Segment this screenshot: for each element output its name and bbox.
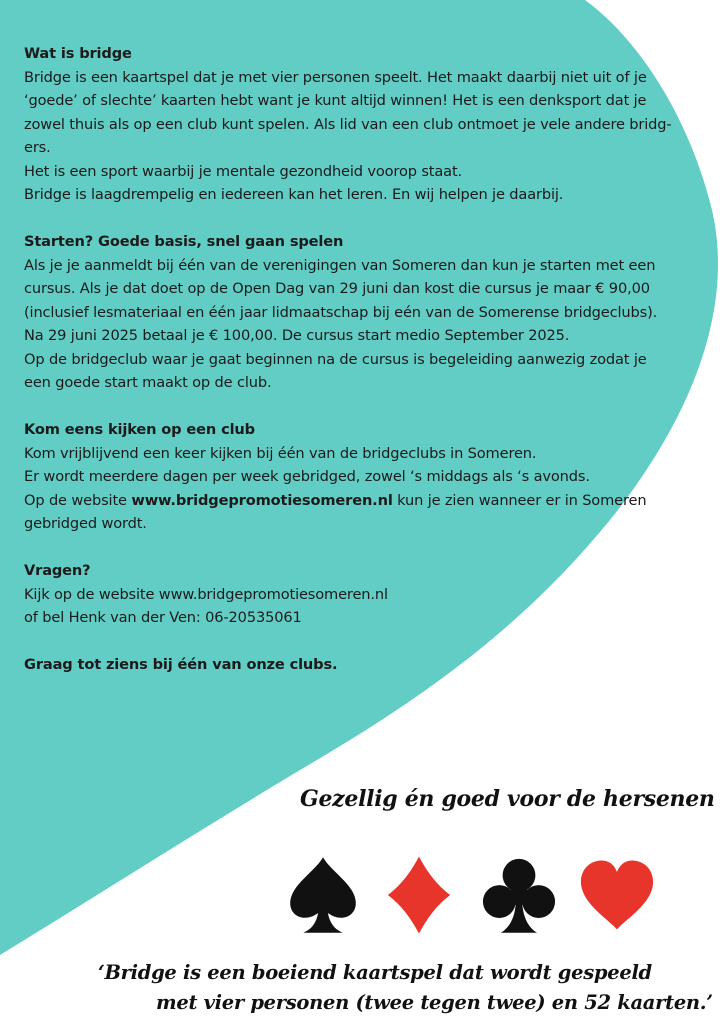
card-suits [282, 852, 662, 942]
text-line: Kom vrijblijvend een keer kijken bij één van de bridgeclubs in Someren. [24, 444, 537, 462]
text-line: ers. [24, 139, 51, 156]
text-line: Na 29 juni 2025 betaal je € 100,00. De cursus start medio September 2025. [24, 327, 570, 344]
spade-icon [282, 852, 364, 938]
text-line: ‘goede’ of slechte’ kaarten hebt want je kunt altijd winnen! Het is een denksport dat je [24, 92, 647, 109]
text-line: zowel thuis als op een club kunt spelen. Als lid van een club ontmoet je vele andere bridg- [24, 115, 672, 133]
section-starten [24, 230, 704, 395]
website-suffix: kun je zien wanneer er in Someren [392, 491, 647, 509]
main-text [24, 42, 704, 677]
text-line: Op de bridgeclub waar je gaat beginnen na de cursus is begeleiding aanwezig zodat je [24, 350, 647, 368]
website-prefix: Op de website [24, 491, 132, 509]
contact-phone: of bel Henk van der Ven: 06-20535061 [24, 609, 302, 626]
heading-wat-is-bridge: Wat is bridge [24, 45, 132, 62]
heart-icon [576, 852, 658, 938]
text-line: Bridge is een kaartspel dat je met vier personen speelt. Het maakt daarbij niet uit of je [24, 68, 647, 86]
text-line: een goede start maakt op de club. [24, 374, 272, 391]
closing-text: Graag tot ziens bij één van onze clubs. [24, 656, 338, 673]
text-line: Als je je aanmeldt bij één van de verenigingen van Someren dan kun je starten met een [24, 256, 656, 274]
quote-line-2: met vier personen (twee tegen twee) en 52 kaarten.’ [156, 991, 713, 1014]
heading-kom-kijken: Kom eens kijken op een club [24, 421, 255, 438]
text-line: gebridged wordt. [24, 515, 147, 532]
text-line: (inclusief lesmateriaal en één jaar lidmaatschap bij eén van de Somerense bridgeclubs). [24, 303, 658, 321]
club-icon [478, 852, 560, 938]
text-line: cursus. Als je dat doet op de Open Dag van 29 juni dan kost die cursus je maar € 90,00 [24, 280, 650, 297]
contact-website: Kijk op de website www.bridgepromotiesomeren.nl [24, 585, 388, 603]
section-kom-kijken [24, 418, 704, 536]
quote [90, 958, 728, 1018]
quote-line-1: ‘Bridge is een boeiend kaartspel dat wordt gespeeld [98, 961, 652, 984]
text-line: Bridge is laagdrempelig en iedereen kan het leren. En wij helpen je daarbij. [24, 186, 564, 203]
section-vragen [24, 559, 704, 630]
diamond-icon [378, 852, 460, 938]
heading-vragen: Vragen? [24, 562, 91, 579]
tagline: Gezellig én goed voor de hersenen [300, 786, 715, 812]
text-line: Er wordt meerdere dagen per week gebridged, zowel ‘s middags als ‘s avonds. [24, 468, 590, 485]
heading-starten: Starten? Goede basis, snel gaan spelen [24, 233, 344, 250]
section-wat-is-bridge [24, 42, 704, 207]
website-line [24, 489, 704, 513]
text-line: Het is een sport waarbij je mentale gezondheid voorop staat. [24, 162, 463, 180]
website-link[interactable]: www.bridgepromotiesomeren.nl [131, 491, 393, 509]
